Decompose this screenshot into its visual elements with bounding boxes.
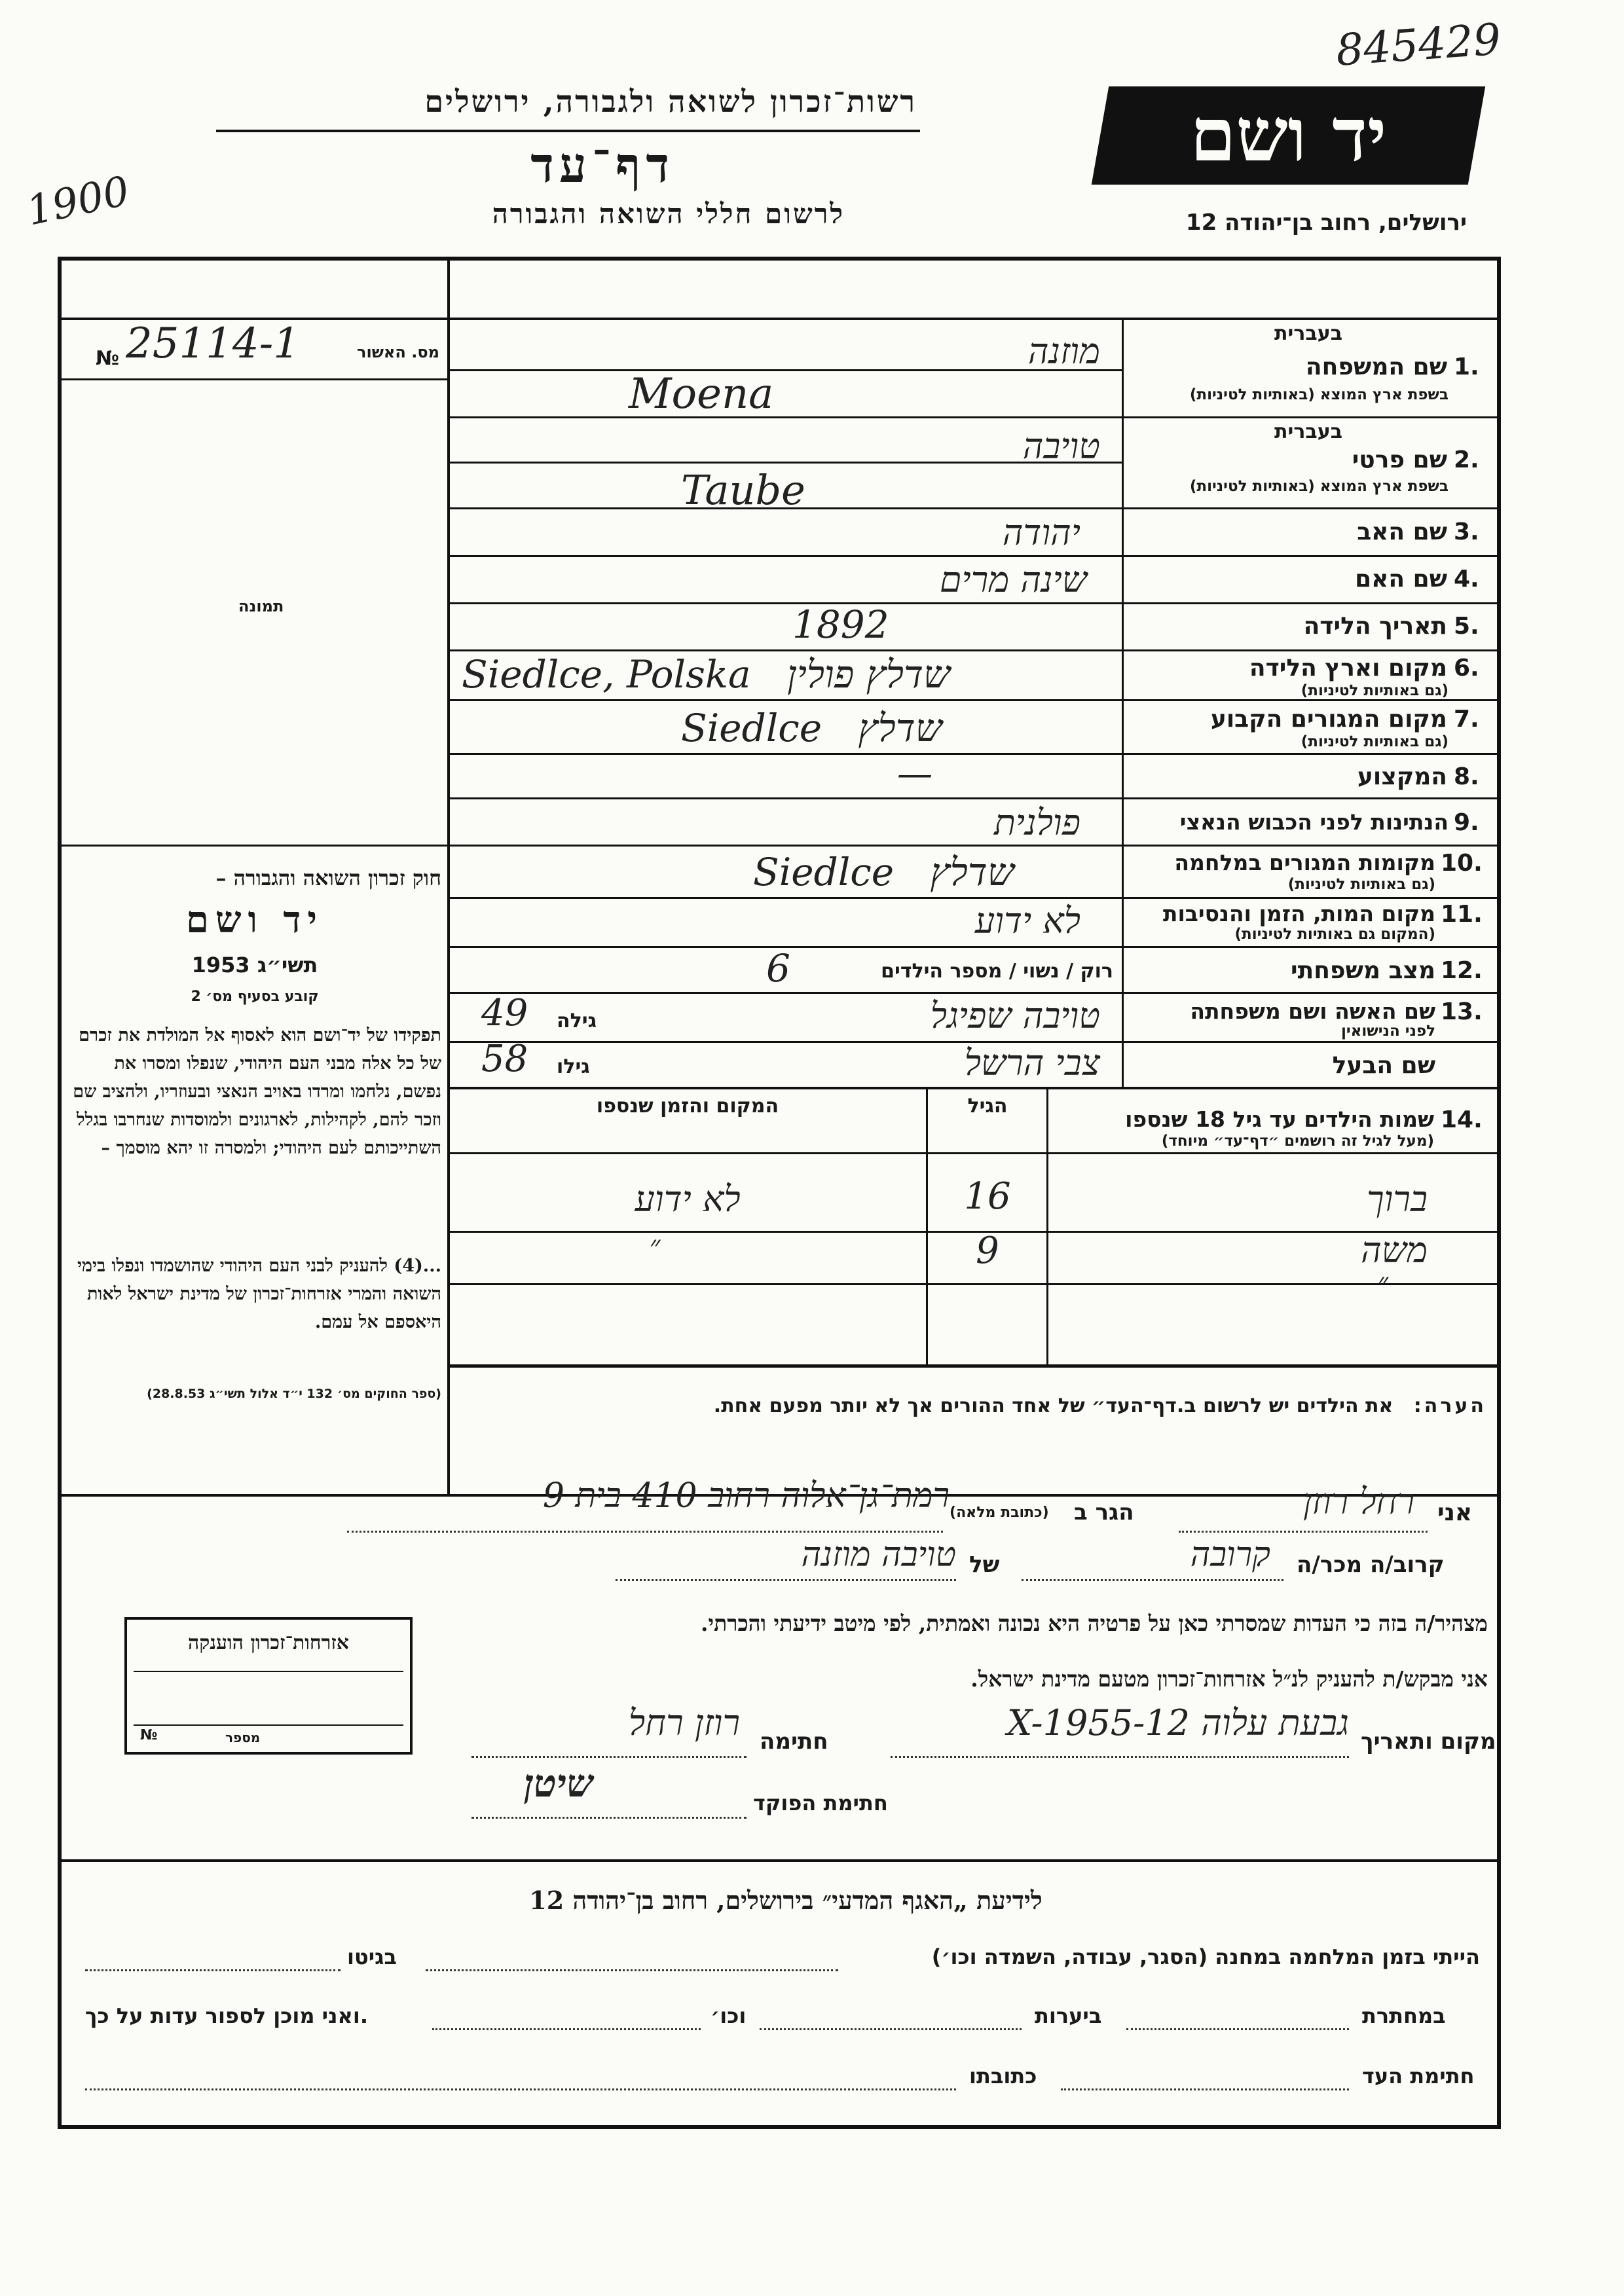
decl-officer-line (471, 1817, 747, 1819)
children-num: 14. (1441, 1106, 1483, 1133)
wife-age[interactable]: 49 (481, 992, 528, 1034)
footer-line3-b: כתובתו (969, 2064, 1037, 2088)
children-bottom (450, 1364, 1498, 1368)
approval-label: מס. האשור (357, 343, 439, 361)
decl-officer-label: חתימת הפוקד (753, 1791, 888, 1815)
approval-underline (62, 378, 447, 380)
row-line (450, 602, 1498, 604)
approval-prefix: № (96, 347, 120, 370)
field-8-value[interactable]: — (897, 753, 932, 794)
field-12-label: מצב משפחתי (1291, 957, 1435, 984)
field-10-label: מקומות המגורים במלחמה (1174, 850, 1435, 875)
row-line (450, 753, 1498, 755)
husband-name[interactable]: צבי הרשל (964, 1042, 1100, 1084)
law-text-2: ...(4) להעניק לבני העם היהודי שהושמדו ונפלו בימי השואה והמרי אזרחות־זכרון של מדינת ישראל לאות היאספם אל עמם. (77, 1256, 441, 1332)
note-label: הערה: (1413, 1394, 1486, 1417)
field-2-sub: בשפת ארץ המוצא (באותיות לטיניות) (1189, 478, 1449, 495)
children-subtitle: (מעל לגיל זה רושמים ״דף־עד״ מיוחד) (1161, 1133, 1434, 1150)
row-line (450, 699, 1498, 701)
decl-deceased[interactable]: טויבה מוזנה (801, 1535, 956, 1575)
row-line (450, 992, 1498, 994)
child-age[interactable]: 9 (976, 1230, 999, 1272)
stamp-title: אזרחות־זכרון הוענקה (187, 1631, 350, 1654)
child-name[interactable]: משה (1361, 1230, 1428, 1271)
footer-line3-a: חתימת העד (1362, 2064, 1475, 2088)
wife-age-label: גילה (557, 1010, 597, 1032)
field-6-sub: (גם באותיות לטיניות) (1301, 682, 1449, 699)
footer-line2-c: וכו׳ (710, 2003, 747, 2028)
stamp-divider (134, 1671, 403, 1672)
field-4-num: 4. (1454, 566, 1479, 592)
field-2-hint: בעברית (1274, 420, 1342, 443)
note-row (458, 1394, 1486, 1417)
footer-line2-b: ביערות (1035, 2003, 1102, 2028)
decl-relation-label: קרוב/ה מכר/ה (1297, 1552, 1445, 1578)
child-place[interactable]: לא ידוע (635, 1178, 741, 1220)
field-8-num: 8. (1454, 763, 1479, 790)
photo-bottom (62, 845, 447, 847)
photo-area (62, 381, 447, 839)
field-9-num: 9. (1454, 809, 1479, 836)
decl-statement-1: מצהיר/ה בזה כי העדות שמסרתי כאן על פרטיה היא נכונה ואמתית, לפי מיטב ידיעתי והכרתי. (701, 1611, 1488, 1636)
footer-section-sep (62, 1859, 1497, 1862)
field-11-value[interactable]: לא ידוע (974, 900, 1080, 941)
footer-line1-dots-2 (85, 1969, 341, 1971)
field-10-value[interactable]: Siedlce שדלץ (753, 850, 1014, 894)
decl-signature-line (471, 1756, 747, 1758)
field-7-num: 7. (1454, 706, 1479, 733)
field-1-value-he[interactable]: מוזנה (1027, 331, 1100, 372)
archive-number: 845429 (1334, 14, 1503, 76)
field-1-label: שם המשפחה (1305, 354, 1447, 380)
field-10-num: 10. (1441, 850, 1483, 877)
footer-line2-dots-a (1126, 2028, 1349, 2030)
field-1-value-latin[interactable]: Moena (629, 370, 774, 418)
field-11-num: 11. (1441, 901, 1483, 928)
footer-line2-a: במחתרת (1362, 2003, 1446, 2028)
wife-name[interactable]: טויבה שפיגל (930, 995, 1100, 1036)
field-13-num: 13. (1441, 998, 1483, 1025)
field-1-hint: בעברית (1274, 322, 1342, 345)
field-12-value[interactable]: 6 (766, 946, 790, 991)
side-number: 1900 (22, 166, 134, 235)
field-7-sub: (גם באותיות לטיניות) (1301, 733, 1449, 750)
law-clause: קובע בסעיף מס׳ 2 (191, 989, 319, 1005)
decl-lives-label: הגר ב (1074, 1499, 1134, 1525)
decl-relation[interactable]: קרובה (1190, 1535, 1270, 1575)
approval-number-box (62, 319, 447, 378)
field-3-label: שם האב (1357, 519, 1447, 545)
field-5-num: 5. (1454, 613, 1479, 640)
row-line (450, 1087, 1498, 1089)
husband-age-label: גילו (557, 1055, 590, 1078)
child-age[interactable]: 16 (964, 1175, 1011, 1218)
authority-name: רשות־זכרון לשואה ולגבורה, ירושלים (424, 84, 917, 119)
decl-place-date[interactable]: גבעת עלוה 12-X-1955 (1006, 1702, 1349, 1743)
approval-number: 25114-1 (126, 319, 300, 368)
col-divider-left (447, 257, 450, 1494)
decl-i-label: אני (1437, 1499, 1473, 1526)
footer-line2-dots-c (432, 2028, 701, 2030)
child-name[interactable]: ״ (1377, 1267, 1388, 1300)
decl-relation-line (1022, 1579, 1283, 1581)
field-2-num: 2. (1454, 446, 1479, 473)
decl-officer-signature[interactable]: שיטן (524, 1761, 594, 1806)
field-11-sub: (המקום גם באותיות לטיניות) (1234, 926, 1435, 943)
decl-signature[interactable]: רוזן רחל (628, 1702, 740, 1743)
law-title: חוק זכרון השואה והגבורה – (215, 866, 441, 890)
field-6-value[interactable]: Siedlce, Polska שדלץ פולין (462, 652, 951, 697)
row-line (450, 507, 1498, 509)
field-3-num: 3. (1454, 519, 1479, 545)
footer-line3-dots-a (1061, 2088, 1349, 2090)
footer-line1-dots (426, 1969, 838, 1971)
row-line (450, 946, 1498, 948)
field-2-value-he[interactable]: טויבה (1022, 426, 1100, 467)
row-line (450, 649, 1498, 651)
field-1-sub: בשפת ארץ המוצא (באותיות לטיניות) (1189, 386, 1449, 403)
col-divider-labels (1122, 318, 1124, 1087)
decl-place-date-label: מקום ותאריך (1361, 1728, 1496, 1755)
field-5-label: תאריך הלידה (1303, 613, 1447, 640)
field-5-value[interactable]: 1892 (792, 602, 889, 647)
field-2-value-latin[interactable]: Taube (681, 466, 805, 514)
footer-line1-a: הייתי בזמן המלחמה במחנה (הסגר, עבודה, השמדה וכו׳) (931, 1944, 1480, 1969)
field-3-value[interactable]: יהודה (1002, 512, 1080, 553)
children-col-age (926, 1089, 928, 1364)
decl-statement-2: אני מבקש/ת להעניק לנ״ל אזרחות־זכרון מטעם מדינת ישראל. (970, 1666, 1488, 1692)
footer-line1-b: בגיטו (347, 1944, 397, 1969)
field-13-label: שם האשה ושם משפחתה (1190, 998, 1435, 1024)
field-10-sub: (גם באותיות לטיניות) (1287, 876, 1435, 893)
footer-title: לידיעת „האגף המדעי״ בירושלים, רחוב בן־יהודה 12 (529, 1886, 1043, 1915)
row-line (450, 555, 1498, 557)
field-12-num: 12. (1441, 957, 1483, 984)
form-subtitle: לרשום חללי השואה והגבורה (492, 198, 845, 230)
child-place[interactable]: ״ (649, 1230, 661, 1263)
children-col-age-header: הגיל (967, 1095, 1008, 1118)
field-7-label: מקום המגורים הקבוע (1210, 706, 1447, 733)
row-line (450, 845, 1498, 847)
form-title: דף־עד (530, 137, 674, 194)
law-name: יד ושם (185, 898, 324, 941)
stamp-box (124, 1617, 413, 1755)
children-col-age2 (1046, 1089, 1048, 1364)
header-address: ירושלים, רחוב בן־יהודה 12 (1185, 210, 1467, 236)
decl-address-hint: (כתובת מלאה) (950, 1504, 1049, 1521)
field-2-label: שם פרטי (1352, 446, 1447, 473)
decl-address[interactable]: רמת־גן־אלוה רחוב 410 בית 9 (542, 1476, 950, 1516)
field-12-prefix: רוק / נשוי / מספר הילדים (881, 960, 1113, 983)
decl-of-label: של (969, 1552, 1000, 1578)
row-line (450, 897, 1498, 899)
stamp-divider-2 (134, 1724, 403, 1726)
children-title: שמות הילדים עד גיל 18 שנספו (1125, 1106, 1434, 1132)
note-text: את הילדים יש לרשום ב.דף־העד״ של אחד ההורים אך לא יותר מפעם אחת. (713, 1394, 1393, 1417)
law-source: (ספר החוקים מס׳ 132 י״ד אלול תשי״ג 28.8.53) (147, 1387, 441, 1401)
field-9-label: הנתינות לפני הכבוש הנאצי (1179, 809, 1449, 835)
header-underline (216, 130, 920, 132)
field-11-label: מקום המות, הזמן והנסיבות (1162, 901, 1435, 926)
field-8-label: המקצוע (1357, 763, 1447, 790)
law-year: תשי״ג 1953 (191, 953, 318, 977)
decl-name-line (1179, 1531, 1428, 1533)
field-9-value[interactable]: פולנית (993, 802, 1080, 843)
stamp-num-label: מספר (225, 1730, 261, 1745)
field-6-label: מקום וארץ הלידה (1249, 655, 1447, 682)
decl-name[interactable]: רחל רוזן (1302, 1481, 1414, 1522)
decl-address-line (347, 1531, 943, 1533)
field-4-label: שם האם (1355, 566, 1447, 592)
row-line (450, 797, 1498, 799)
field-6-num: 6. (1454, 655, 1479, 682)
footer-line3-dots-b (85, 2088, 956, 2090)
stamp-num-prefix: № (140, 1727, 158, 1743)
husband-label: שם הבעל (1332, 1052, 1435, 1079)
field-7-value[interactable]: Siedlce שדלץ (681, 706, 942, 750)
child-name[interactable]: ברוך (1367, 1178, 1428, 1220)
logo-text: יד ושם (1190, 92, 1387, 178)
children-header-line (450, 1152, 1498, 1154)
law-text-1: תפקידו של יד־ושם הוא לאסוף אל המולדת את זכרם של כל אלה מבני העם היהודי, שנפלו ומסרו את נפשם, נלחמו ומרדו באויב הנאצי ובעוזריו, ולהציב שם וזכר להם, לקהילות, לארגונים ולמוסדות שנחרבו בגלל השתייכותם לעם היהודי; ולמסרה זו יהא מוסמך – (73, 1025, 441, 1158)
decl-place-date-line (891, 1756, 1349, 1758)
row-line (450, 416, 1498, 418)
decl-signature-label: חתימה (760, 1728, 828, 1755)
field-13-sub: לפני הנישואין (1341, 1023, 1435, 1040)
footer-line2-dots-b (760, 2028, 1022, 2030)
yad-vashem-logo (1092, 86, 1485, 185)
field-1-num: 1. (1454, 354, 1479, 380)
photo-label: תמונה (238, 597, 284, 615)
children-col-place-header: המקום והזמן שנספו (596, 1095, 779, 1118)
field-4-value[interactable]: שינה מרים (939, 559, 1087, 600)
husband-age[interactable]: 58 (481, 1038, 528, 1080)
footer-line2-d: ואני מוכן לספור עדות על כך. (85, 2003, 368, 2028)
decl-deceased-line (616, 1579, 956, 1581)
